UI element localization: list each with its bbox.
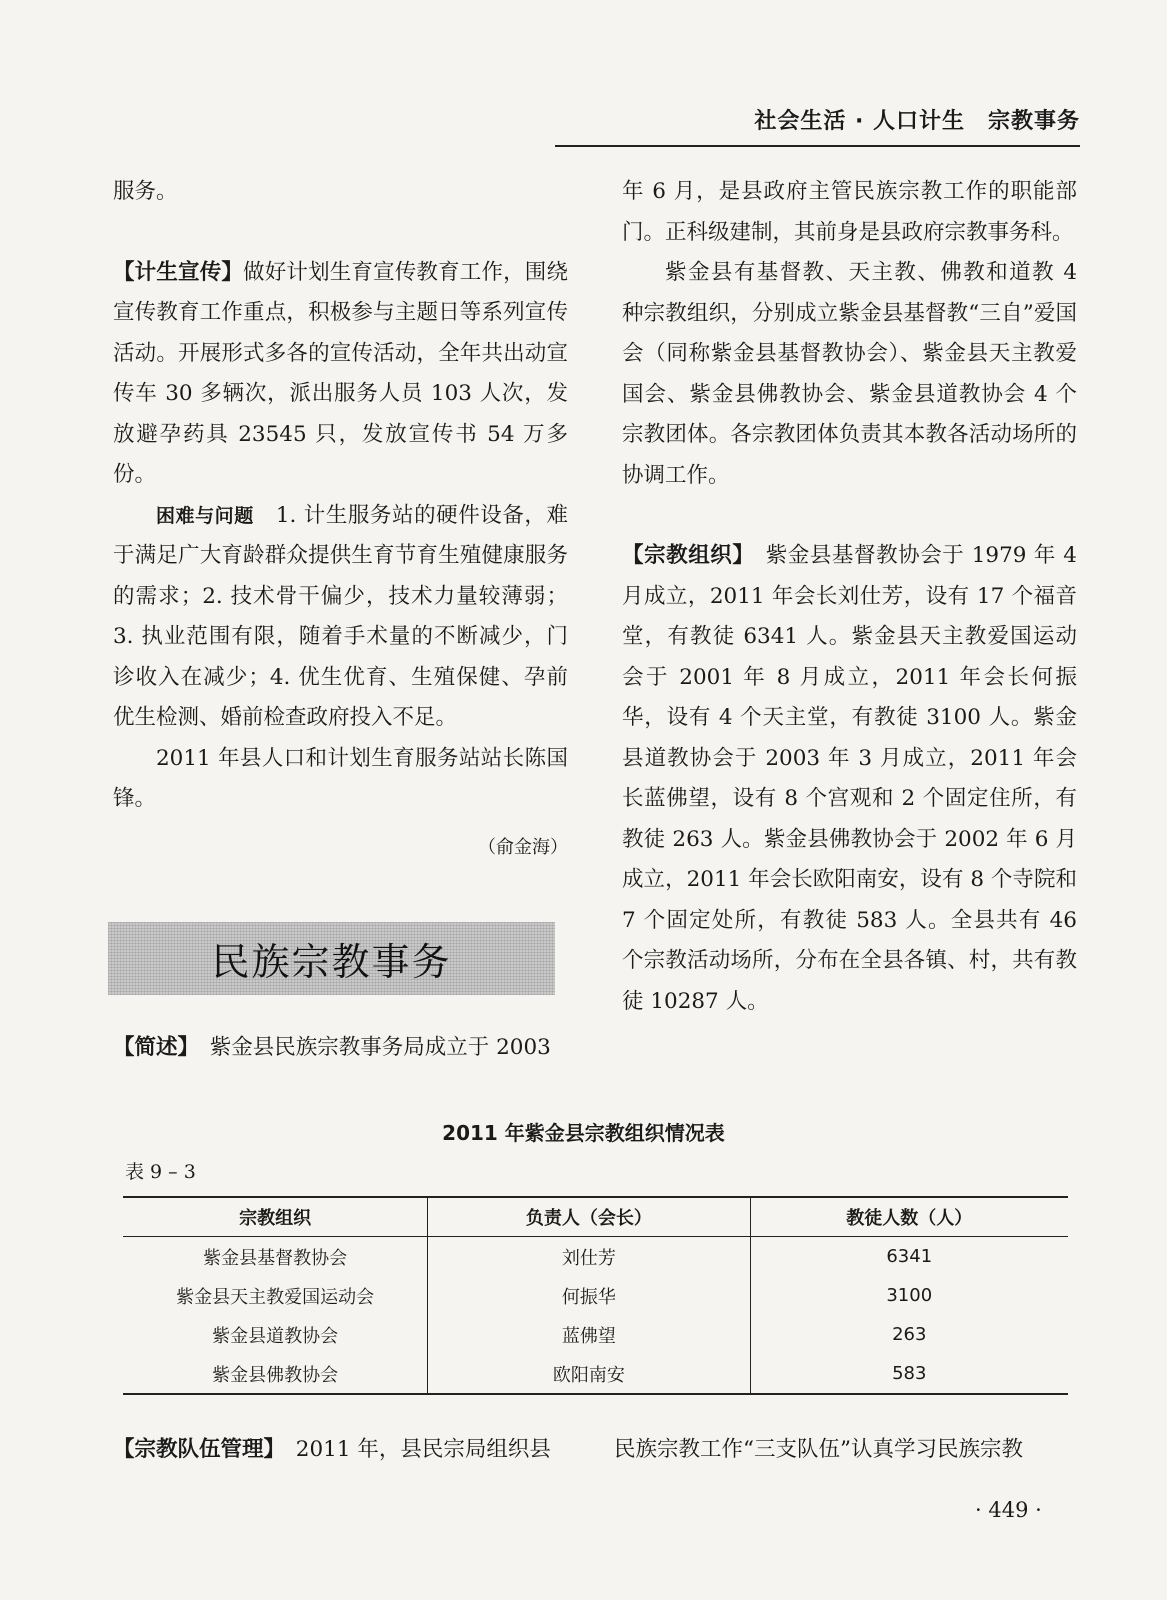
left-column: [113, 172, 568, 868]
paragraph-team-management-cont: 民族宗教工作“三支队伍”认真学习民族宗教: [614, 1437, 1023, 1462]
table-row: [123, 1315, 1068, 1354]
organizations-text: 紫金县基督教协会于 1979 年 4 月成立，2011 年会长刘仕芳，设有 17 个福音堂，有教徒 6341 人。紫金县天主教爱国运动会于 2001 年 8 月成立，2011 年会长何振华，设有 4 个天主堂，有教徒 3100 人。紫金县道教协会于 2003 年 3 月成立，2011 年会长蓝佛望，设有 8 个宫观和 2 个固定住所，有教徒 263 人。紫金县佛教协会于 2002 年 6 月成立，2011 年会长欧阳南安，设有 8 个寺院和 7 个固定处所，有教徒 583 人。全县共有 46 个宗教活动场所，分布在全县各镇、村，共有教徒 10287 人。: [622, 543, 1077, 1014]
table-row: [123, 1276, 1068, 1315]
cell-believers: 583: [750, 1354, 1068, 1394]
team-management-text: 2011 年，县民宗局组织县: [295, 1437, 551, 1462]
publicity-text: 做好计划生育宣传教育工作，围绕宣传教育工作重点，积极参与主题日等系列宣传活动。开展形式多各的宣传活动，全年共出动宣传车 30 多辆次，派出服务人员 103 人次，发放避孕药具 23545 只，发放宣传书 54 万多份。: [113, 259, 568, 487]
paragraph-team-management: [113, 1432, 583, 1463]
section-title-banner: [108, 922, 555, 995]
cell-organization: 紫金县天主教爱国运动会: [176, 1286, 375, 1308]
cell-leader: 蓝佛望: [428, 1315, 750, 1354]
paragraph-director: 2011 年县人口和计划生育服务站站长陈国锋。: [113, 745, 568, 811]
paragraph-religions: 紫金县有基督教、天主教、佛教和道教 4 种宗教组织，分别成立紫金县基督教“三自”爱国会（同称紫金县基督教协会）、紫金县天主教爱国会、紫金县佛教协会、紫金县道教协会 4 个宗教团体。各宗教团体负责其本教各活动场所的协调工作。: [622, 260, 1077, 488]
team-management-heading: 【宗教队伍管理】: [113, 1437, 275, 1462]
header-believers: 教徒人数（人）: [750, 1197, 1068, 1237]
table-row: [123, 1237, 1068, 1277]
running-header: 社会生活 · 人口计生 宗教事务: [754, 109, 1080, 134]
cell-believers: 6341: [750, 1237, 1068, 1277]
header-organization: 宗教组织: [123, 1197, 428, 1237]
brief-heading: 【简述】: [113, 1035, 189, 1060]
paragraph-publicity: [113, 253, 568, 496]
header-rule: [555, 145, 1080, 147]
cell-organization: 紫金县佛教协会: [123, 1354, 428, 1394]
paragraph-bureau: 年 6 月，是县政府主管民族宗教工作的职能部门。正科级建制，其前身是县政府宗教事务科。: [622, 179, 1077, 245]
right-column: [622, 172, 1077, 1022]
brief-text: 紫金县民族宗教事务局成立于 2003: [209, 1035, 551, 1060]
publicity-heading: 【计生宣传】: [113, 259, 244, 285]
paragraph-continuation: 服务。: [113, 179, 178, 204]
religious-organizations-table: [123, 1196, 1068, 1395]
problems-heading: 困难与问题: [156, 504, 254, 527]
paragraph-organizations: [622, 536, 1077, 1022]
cell-believers: 3100: [750, 1276, 1068, 1315]
cell-leader: 何振华: [428, 1276, 750, 1315]
table-header-row: [123, 1197, 1068, 1237]
cell-believers: 263: [750, 1315, 1068, 1354]
table-number: 表 9 – 3: [125, 1161, 196, 1183]
organizations-heading: 【宗教组织】: [622, 543, 744, 568]
problems-text: 1. 计生服务站的硬件设备，难于满足广大育龄群众提供生育节育生殖健康服务的需求；2. 技术骨干偏少，技术力量较薄弱；3. 执业范围有限，随着手术量的不断减少，门诊收入在减少；4. 优生优育、生殖保健、孕前优生检测、婚前检查政府投入不足。: [113, 502, 568, 730]
header-leader: 负责人（会长）: [428, 1197, 750, 1237]
author-credit: （俞金海）: [478, 836, 568, 858]
paragraph-problems: [113, 496, 568, 739]
paragraph-brief: [113, 1028, 568, 1068]
cell-leader: 欧阳南安: [428, 1354, 750, 1394]
table-title: 2011 年紫金县宗教组织情况表: [442, 1121, 725, 1145]
section-title: 民族宗教事务: [211, 940, 452, 984]
table-row: [123, 1354, 1068, 1394]
page-number: · 449 ·: [975, 1498, 1042, 1522]
cell-organization: 紫金县道教协会: [212, 1325, 339, 1347]
cell-leader: 刘仕芳: [428, 1237, 750, 1277]
cell-organization: 紫金县基督教协会: [203, 1247, 348, 1269]
